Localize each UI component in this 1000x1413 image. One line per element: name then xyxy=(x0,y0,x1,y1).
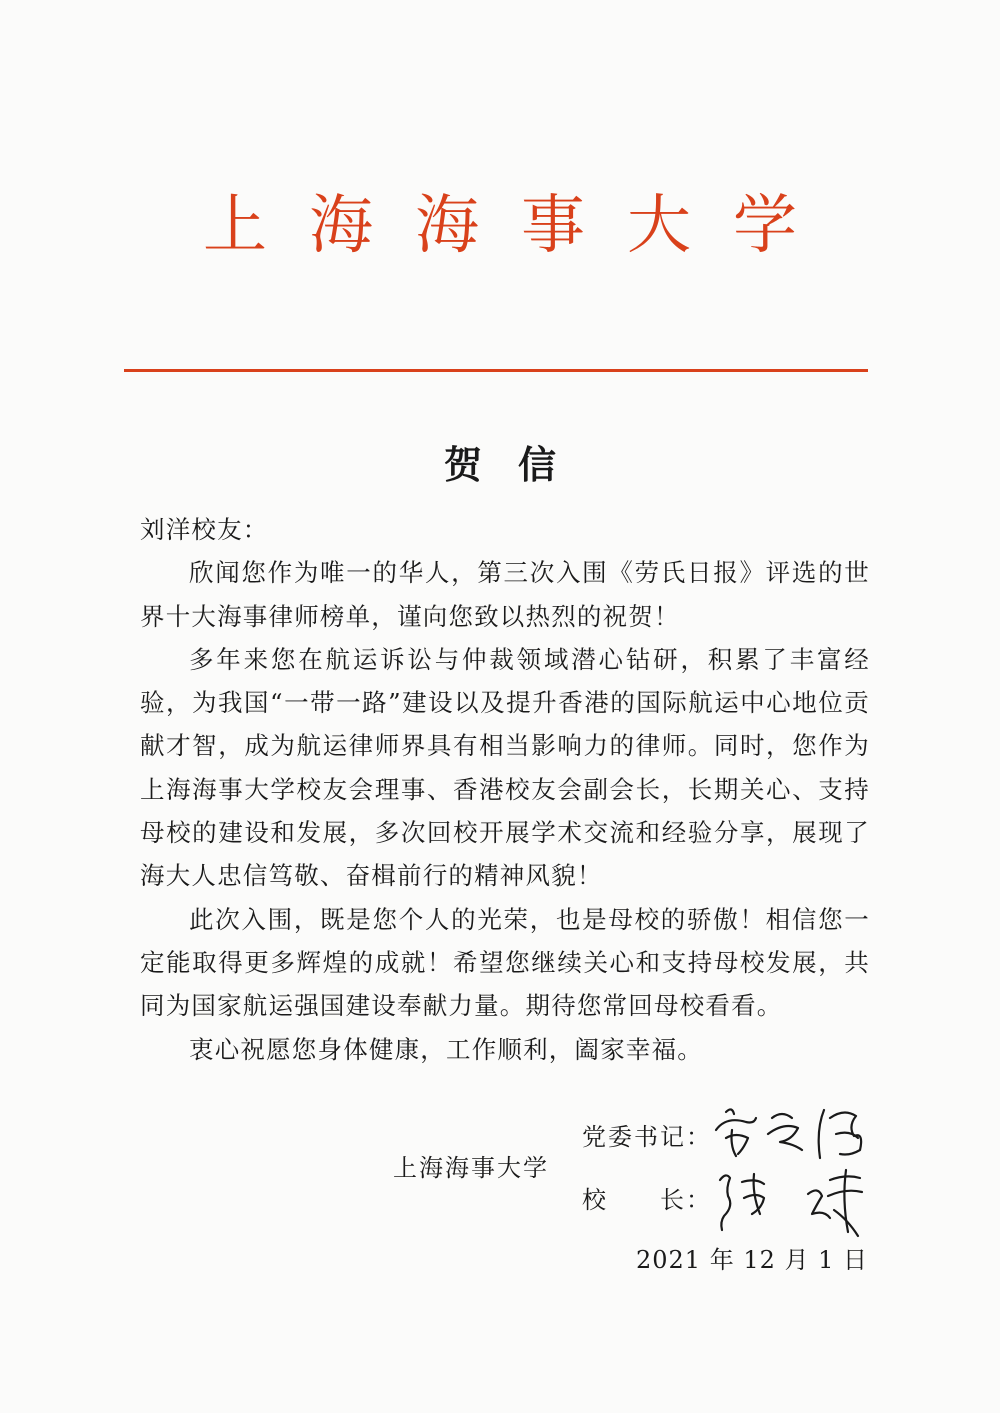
paragraph-2: 多年来您在航运诉讼与仲裁领域潜心钻研，积累了丰富经验，为我国“一带一路”建设以及提升香港的国际航运中心地位贡献才智，成为航运律师界具有相当影响力的律师。同时，您作为上海海事大学校友会理事、香港校友会副会长，长期关心、支持母校的建设和发展，多次回校开展学术交流和经验分享，展现了海大人忠信笃敬、奋楫前行的精神风貌！ xyxy=(140,644,870,891)
salutation: 刘洋校友： xyxy=(140,515,269,544)
letter-title: 贺信 xyxy=(443,442,592,487)
president-label: 校 长： xyxy=(582,1186,712,1214)
party-secretary-label: 党委书记： xyxy=(582,1123,712,1151)
letterhead-institution-name: 上海海事大学 xyxy=(203,189,839,263)
president-signature-icon xyxy=(712,1160,882,1244)
letterhead-divider xyxy=(124,369,868,372)
letter-date: 2021 年 12 月 1 日 xyxy=(636,1246,869,1274)
paragraph-4: 衷心祝愿您身体健康，工作顺利，阖家幸福。 xyxy=(189,1034,703,1064)
paragraph-3: 此次入围，既是您个人的光荣，也是母校的骄傲！相信您一定能取得更多辉煌的成就！希望您继续关心和支持母校发展，共同为国家航运强国建设奉献力量。期待您常回母校看看。 xyxy=(140,904,870,1021)
signing-organization: 上海海事大学 xyxy=(393,1154,549,1182)
paragraph-1: 欣闻您作为唯一的华人，第三次入围《劳氏日报》评选的世界十大海事律师榜单，谨向您致以热烈的祝贺！ xyxy=(140,558,870,631)
letter-body xyxy=(140,508,870,1071)
